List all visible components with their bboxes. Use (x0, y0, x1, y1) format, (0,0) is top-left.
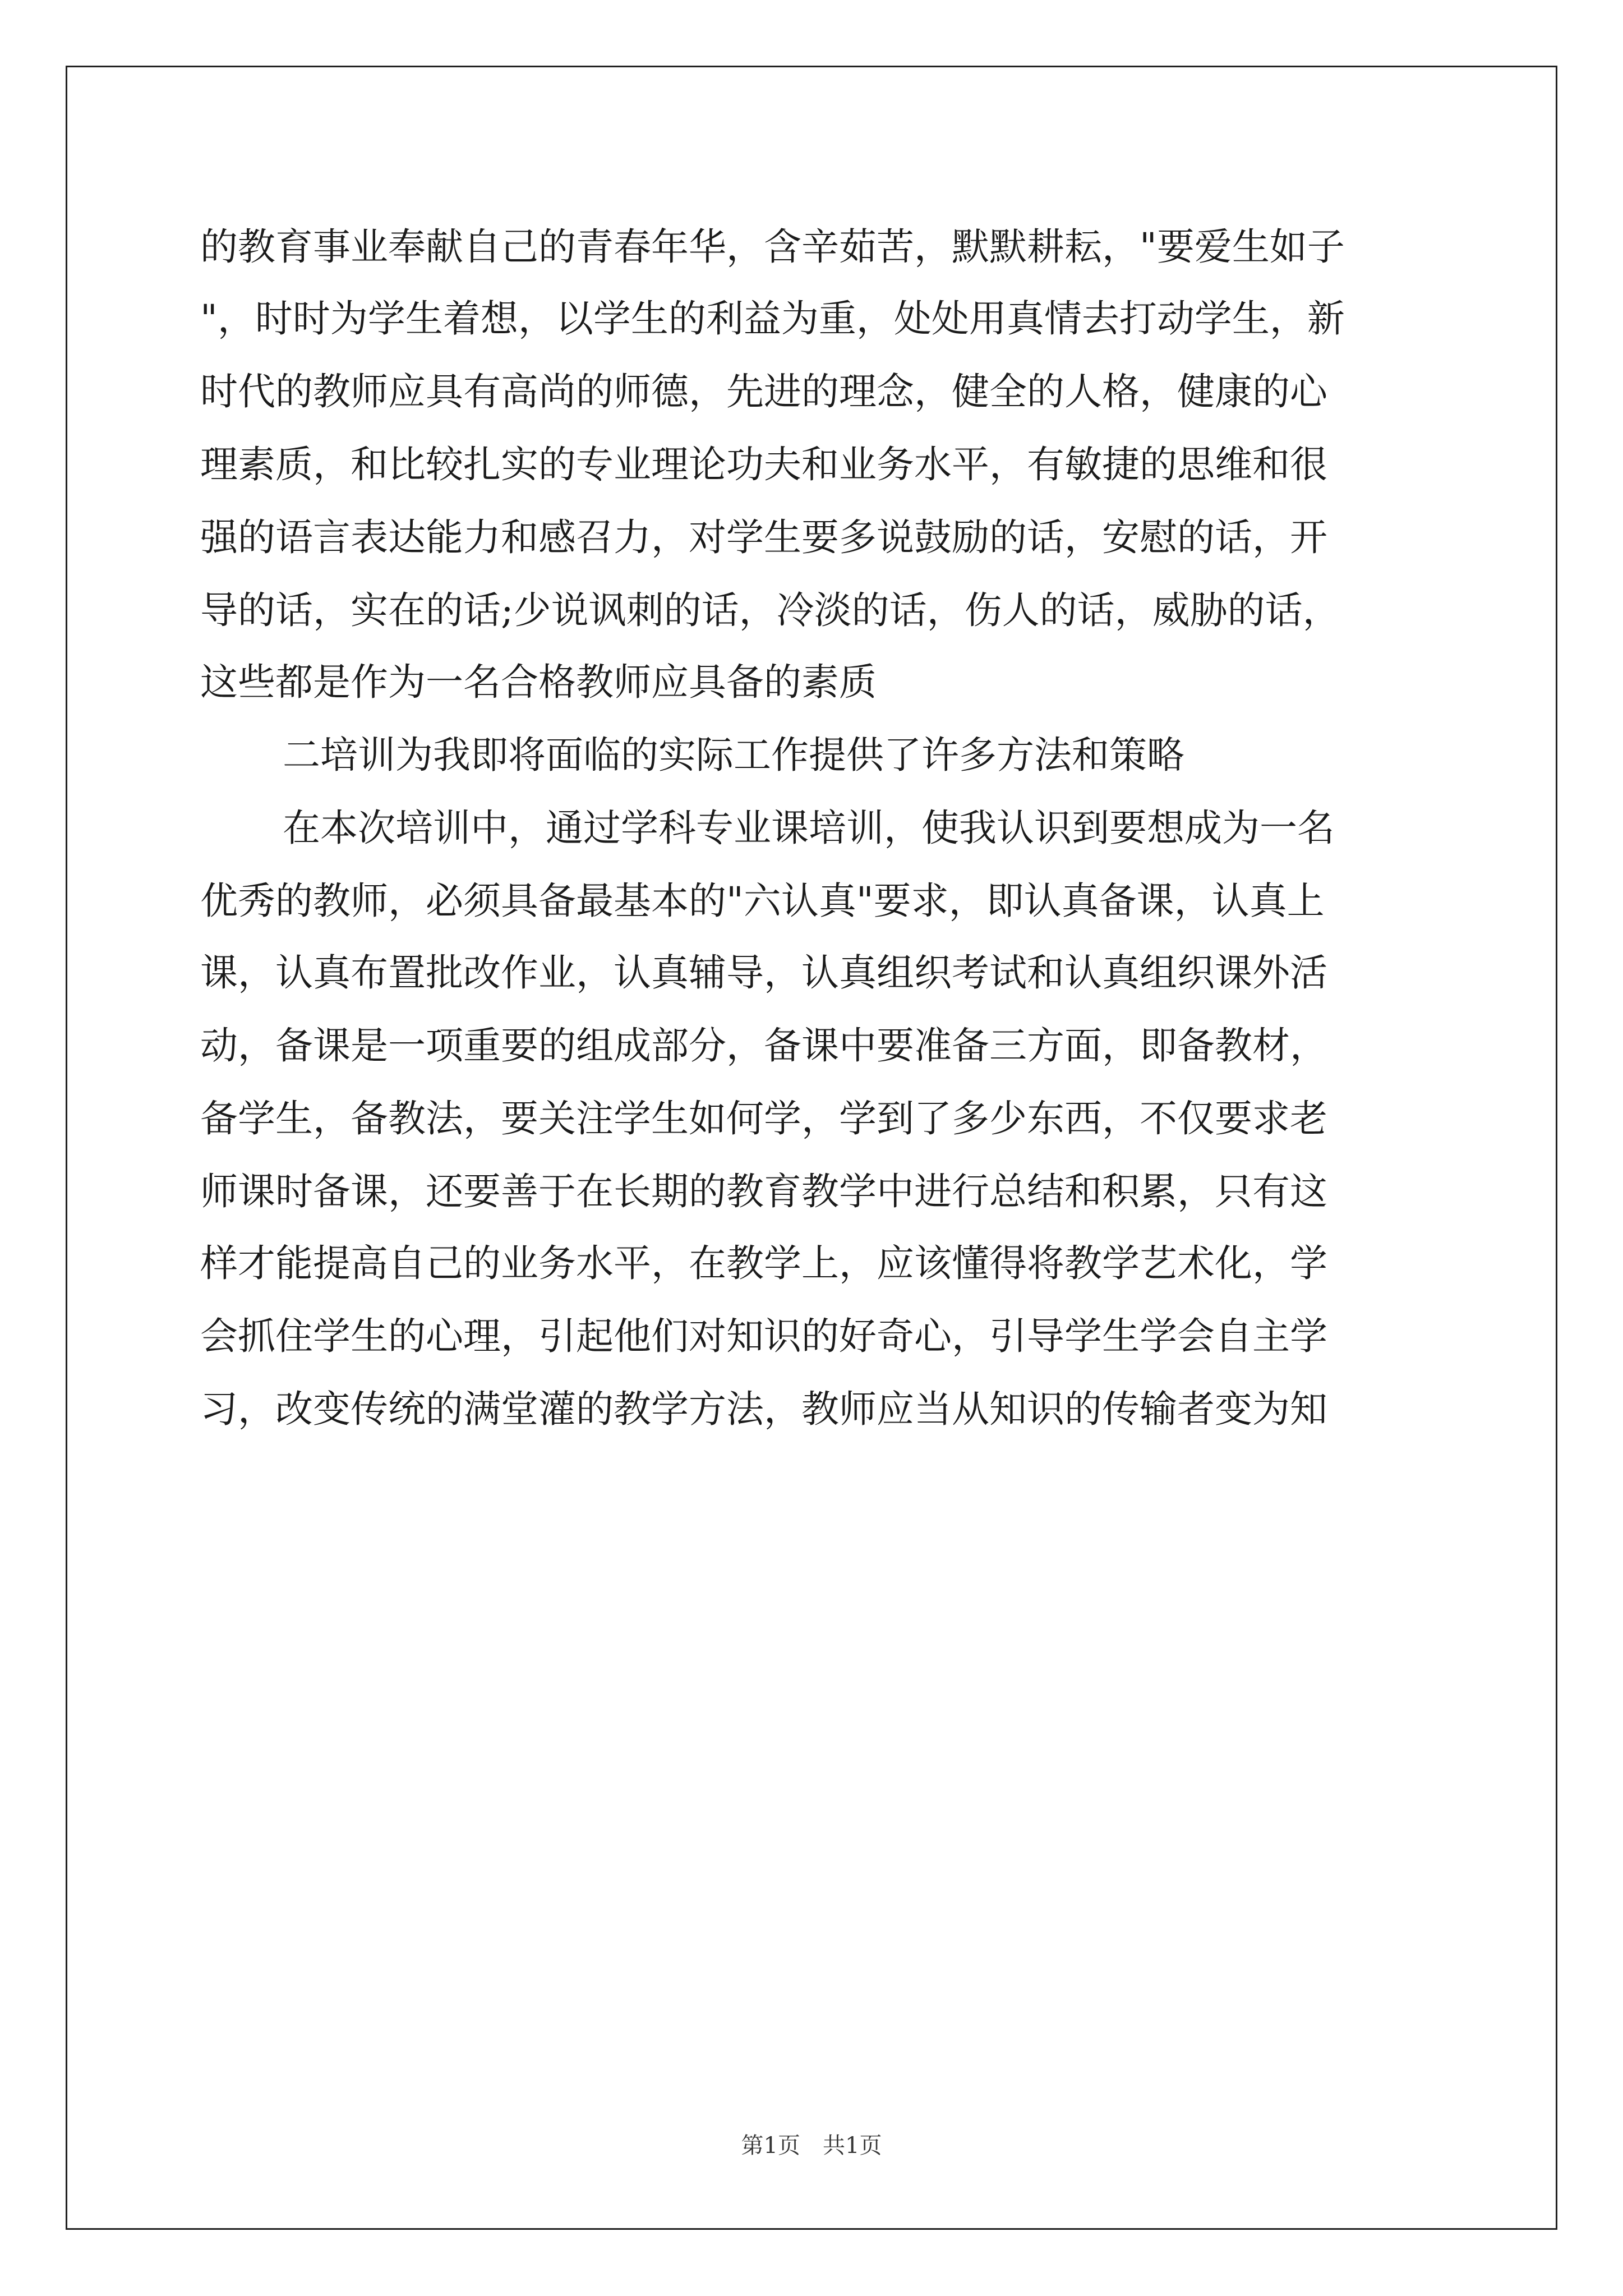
text-line: 样才能提高自己的业务水平，在教学上，应该懂得将教学艺术化，学 (200, 1241, 1327, 1285)
text-line: 这些都是作为一名合格教师应具备的素质 (200, 660, 877, 704)
text-line: 课，认真布置批改作业，认真辅导，认真组织考试和认真组织课外活 (200, 951, 1327, 995)
section-heading: 二培训为我即将面临的实际工作提供了许多方法和策略 (283, 733, 1184, 777)
text-line: 习，改变传统的满堂灌的教学方法，教师应当从知识的传输者变为知 (200, 1387, 1327, 1431)
text-line: 导的话，实在的话;少说讽刺的话，冷淡的话，伤人的话，威胁的话， (200, 588, 1340, 632)
text-line: 理素质，和比较扎实的专业理论功夫和业务水平，有敏捷的思维和很 (200, 443, 1327, 486)
text-line: 在本次培训中，通过学科专业课培训，使我认识到要想成为一名 (283, 806, 1335, 850)
page-number-footer: 第1页 共1页 (741, 2133, 882, 2159)
text-line: 备学生，备教法，要关注学生如何学，学到了多少东西，不仅要求老 (200, 1097, 1327, 1140)
text-line: 师课时备课，还要善于在长期的教育教学中进行总结和积累，只有这 (200, 1170, 1327, 1213)
text-line: "，时时为学生着想，以学生的利益为重，处处用真情去打动学生，新 (200, 297, 1345, 341)
text-line: 时代的教师应具有高尚的师德，先进的理念，健全的人格，健康的心 (200, 370, 1327, 413)
text-line: 会抓住学生的心理，引起他们对知识的好奇心，引导学生学会自主学 (200, 1314, 1327, 1358)
text-line: 强的语言表达能力和感召力，对学生要多说鼓励的话，安慰的话，开 (200, 516, 1327, 559)
text-line: 的教育事业奉献自己的青春年华，含辛茹苦，默默耕耘，"要爱生如子 (200, 225, 1345, 269)
text-line: 动，备课是一项重要的组成部分，备课中要准备三方面，即备教材， (200, 1024, 1327, 1068)
text-line: 优秀的教师，必须具备最基本的"六认真"要求，即认真备课，认真上 (200, 879, 1325, 923)
